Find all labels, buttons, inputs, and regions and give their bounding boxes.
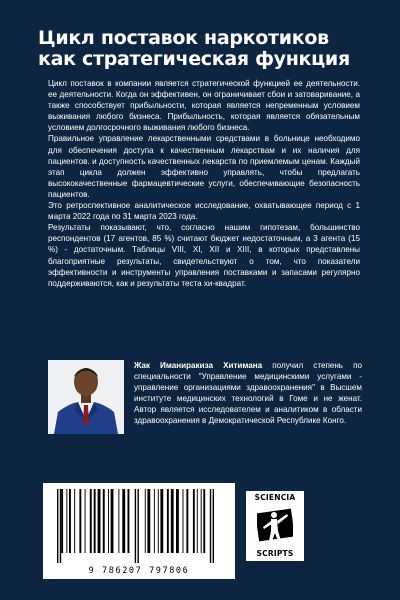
scientist-figure-icon (257, 505, 293, 545)
barcode-bar (69, 489, 71, 553)
author-name: Жак Иманиракиза Хитимана (134, 361, 263, 370)
author-bio (134, 360, 362, 427)
barcode-bar (111, 489, 114, 553)
barcode-bar (118, 489, 119, 553)
publisher-name-top: SCIENCIA (254, 493, 296, 502)
barcode-guard-bar (138, 489, 139, 563)
author-photo (48, 360, 124, 434)
barcode-bar (79, 489, 81, 553)
barcode-guard-bar (213, 489, 214, 563)
barcode-guard-bar (57, 489, 58, 563)
barcode-bar (201, 489, 202, 553)
barcode-bar (85, 489, 86, 553)
barcode-bar (171, 489, 174, 553)
barcode-bar (160, 489, 163, 553)
publisher-logo (246, 491, 304, 561)
barcode-bar (197, 489, 198, 553)
barcode-bar (176, 489, 179, 553)
barcode-bar (66, 489, 67, 553)
publisher-name-bottom: SCRIPTS (256, 549, 294, 558)
barcode-bar (74, 489, 75, 553)
barcode-bar (145, 489, 146, 553)
barcode-bar (186, 489, 188, 553)
barcode-guard-bar (60, 489, 61, 563)
description-paragraph-4: Результаты показывают, что, согласно нашим гипотезам, большинство респондентов (17 агентов, 85 %) считают бюджет недостаточным, а 3 агента (15 %) - достаточным. Таблицы VIII, XI, XII и XIII, в которых представлены благоприятные результаты, свидетельствуют о том, что показатели эффективности и инструменты управления поставками и запасами регулярно поддерживаются, как и результаты теста хи-квадрат. (48, 223, 360, 288)
barcode-bar (98, 489, 101, 553)
barcode-bar (122, 489, 125, 553)
barcode-bar (147, 489, 150, 553)
barcode-bar (154, 489, 155, 553)
barcode-bar (203, 489, 205, 553)
barcode-guard-bar (210, 489, 211, 563)
barcode-guard-bar (135, 489, 136, 563)
barcode-bar (61, 489, 63, 553)
barcode-bar (108, 489, 109, 553)
barcode-bar (90, 489, 92, 553)
description-paragraph-1: Цикл поставок в компании является стратегической функцией ее деятельности. ее деятельности. Когда он эффективен, он ограничивает сбои и затоваривание, а также способствует прибыльности, которая является непременным условием выживания любого бизнеса. Прибыльность, которая является обязательным условием долгосрочного выживания любого бизнеса. (48, 79, 360, 133)
description-paragraph-3: Это ретроспективное аналитическое исследование, охватывающее период с 1 марта 2022 года по 31 марта 2023 года. (48, 201, 360, 222)
barcode-bar (94, 489, 96, 553)
barcode-bar (128, 489, 130, 553)
book-title: Цикл поставок наркотиков как стратегическая функция (38, 27, 350, 70)
barcode-bar (103, 489, 105, 553)
book-description (48, 78, 360, 289)
barcode-bar (193, 489, 195, 553)
barcode-bar (183, 489, 184, 553)
author-bio-text: получил степень по специальности "Управление медицинскими услугами - управление организациями здравоохранения" в Высшем институте медицинских технологий в Гоме и не женат. Автор является исследователем и аналитиком в области здравоохранения в Демократической Республике Конго. (134, 361, 362, 426)
isbn-number: 9 786207 797806 (88, 566, 190, 576)
barcode-bars (43, 483, 235, 565)
description-paragraph-2: Правильное управление лекарственными средствами в больнице необходимо для обеспечения доступа к качественным лекарствам и их наличия для пациентов. и доступность качественных лекарств по приемлемым ценам. Каждый этап цикла должен эффективно управлять, чтобы предлагать высококачественные фармацевтические услуги, обеспечивающие безопасность пациентов. (48, 134, 360, 199)
barcode-bar (158, 489, 159, 553)
barcode-bar (167, 489, 169, 553)
barcode (43, 483, 235, 579)
